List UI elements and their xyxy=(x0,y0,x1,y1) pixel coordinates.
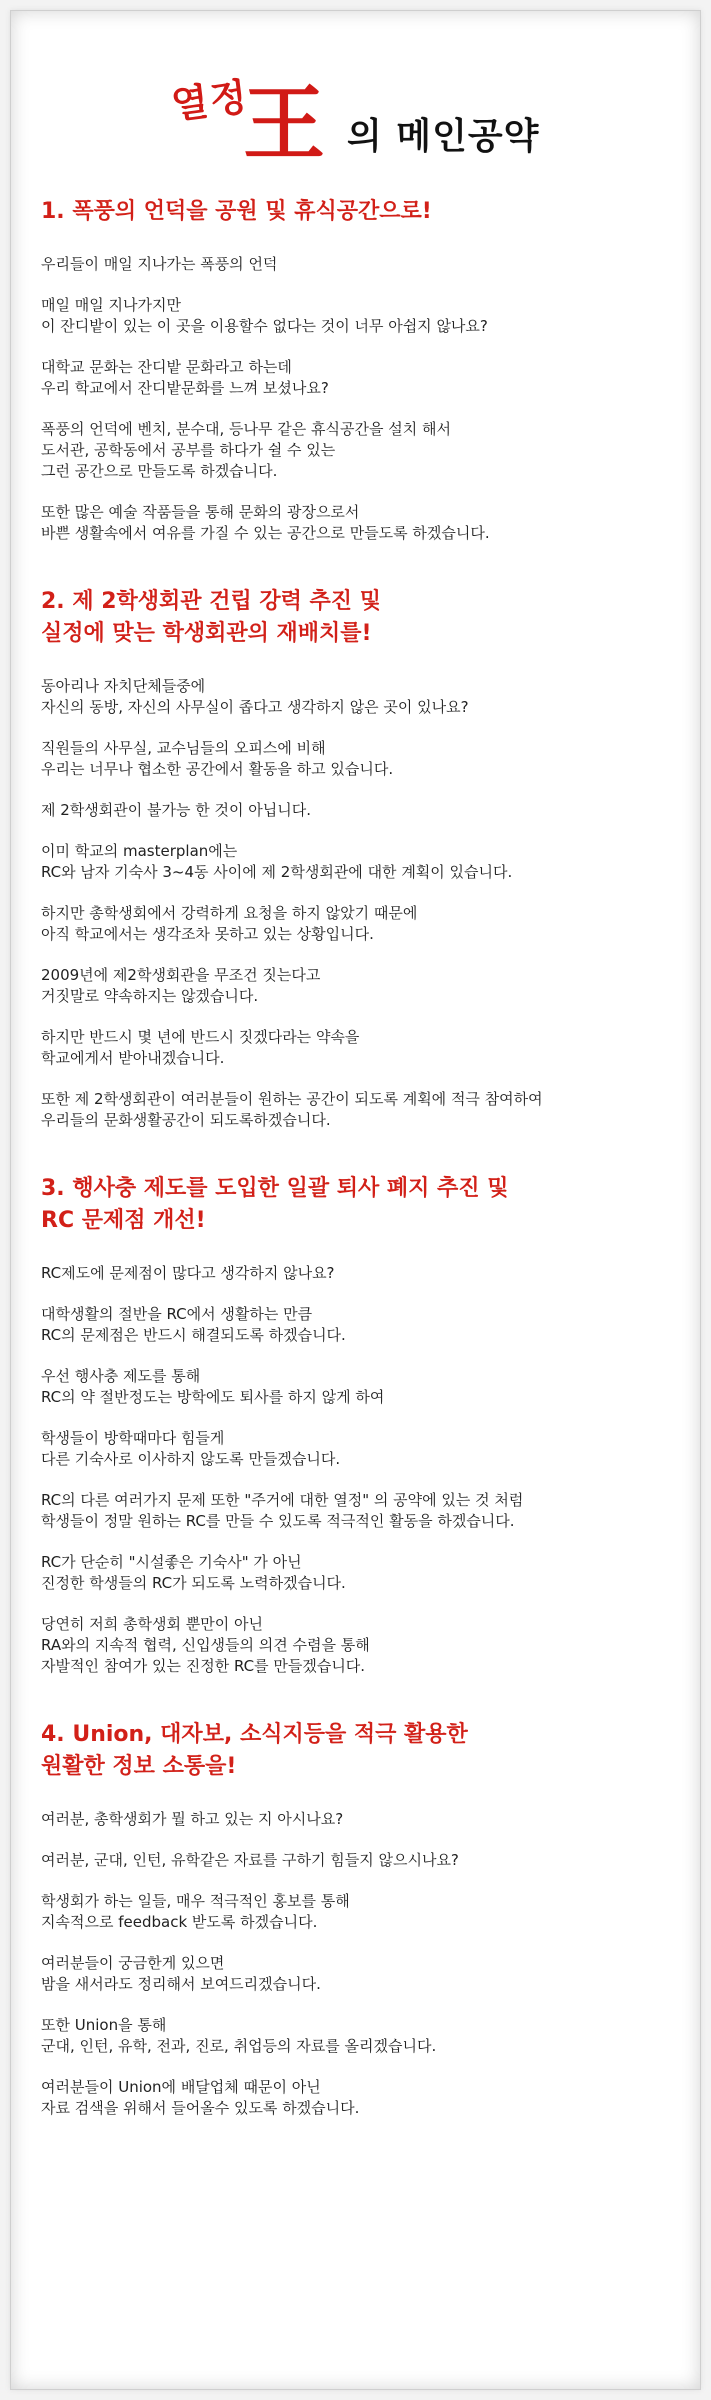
section-3-para-6: RC가 단순히 "시설좋은 기숙사" 가 아닌 진정한 학생들의 RC가 되도록 노력하겠습니다. xyxy=(41,1553,346,1592)
section-4-para-5: 또한 Union을 통해 군대, 인턴, 유학, 전과, 진로, 취업등의 자료를 올리겠습니다. xyxy=(41,2016,437,2055)
section-1-para-5: 또한 많은 예술 작품들을 통해 문화의 광장으로서 바쁜 생활속에서 여유를 가질 수 있는 공간으로 만들도록 하겠습니다. xyxy=(41,503,490,542)
section-2-para-1: 동아리나 자치단체들중에 자신의 동방, 자신의 사무실이 좁다고 생각하지 않은 곳이 있나요? xyxy=(41,677,469,716)
logo-mark: 王 xyxy=(243,77,326,172)
section-3-para-2: 대학생활의 절반을 RC에서 생활하는 만큼 RC의 문제점은 반드시 해결되도록 하겠습니다. xyxy=(41,1305,346,1344)
page-title: 의 메인공약 xyxy=(347,116,540,157)
section-4 xyxy=(41,1719,681,2119)
section-4-para-6: 여러분들이 Union에 배달업체 때문이 아닌 자료 검색을 위해서 들어올수 있도록 하겠습니다. xyxy=(41,2078,360,2117)
section-2-para-6: 2009년에 제2학생회관을 무조건 짓는다고 거짓말로 약속하지는 않겠습니다. xyxy=(41,966,321,1005)
section-1-heading: 1. 폭풍의 언덕을 공원 및 휴식공간으로! xyxy=(41,199,432,224)
section-4-para-3: 학생회가 하는 일들, 매우 적극적인 홍보를 통해 지속적으로 feedback 받도록 하겠습니다. xyxy=(41,1892,350,1931)
section-3-para-3: 우선 행사충 제도를 통해 RC의 약 절반정도는 방학에도 퇴사를 하지 않게 하여 xyxy=(41,1367,385,1406)
section-2-para-3: 제 2학생회관이 불가능 한 것이 아닙니다. xyxy=(41,801,311,819)
section-1 xyxy=(41,196,681,544)
section-3-para-5: RC의 다른 여러가지 문제 또한 "주거에 대한 열정" 의 공약에 있는 것 처럼 학생들이 정말 원하는 RC를 만들 수 있도록 적극적인 활동을 하겠습니다. xyxy=(41,1491,524,1530)
section-2-para-7: 하지만 반드시 몇 년에 반드시 짓겠다라는 약속을 학교에게서 받아내겠습니다. xyxy=(41,1028,360,1067)
section-3-heading: 3. 행사충 제도를 도입한 일괄 퇴사 폐지 추진 및 RC 문제점 개선! xyxy=(41,1176,509,1233)
section-1-para-3: 대학교 문화는 잔디밭 문화라고 하는데 우리 학교에서 잔디밭문화를 느껴 보셨나요? xyxy=(41,358,329,397)
logo-text-top: 열정 xyxy=(169,74,252,128)
content xyxy=(41,196,681,2161)
section-1-para-4: 폭풍의 언덕에 벤치, 분수대, 등나무 같은 휴식공간을 설치 해서 도서관, 공학동에서 공부를 하다가 쉴 수 있는 그런 공간으로 만들도록 하겠습니다. xyxy=(41,420,451,480)
section-2-para-5: 하지만 총학생회에서 강력하게 요청을 하지 않았기 때문에 아직 학교에서는 생각조차 못하고 있는 상황입니다. xyxy=(41,904,418,943)
section-4-para-1: 여러분, 총학생회가 뭘 하고 있는 지 아시나요? xyxy=(41,1810,344,1828)
section-2-para-4: 이미 학교의 masterplan에는 RC와 남자 기숙사 3~4동 사이에 제 2학생회관에 대한 계획이 있습니다. xyxy=(41,842,513,881)
document-paper xyxy=(10,10,701,2390)
header xyxy=(161,66,581,176)
section-2-para-2: 직원들의 사무실, 교수님들의 오피스에 비해 우리는 너무나 협소한 공간에서 활동을 하고 있습니다. xyxy=(41,739,394,778)
section-2-heading: 2. 제 2학생회관 건립 강력 추진 및 실정에 맞는 학생회관의 재배치를! xyxy=(41,589,381,646)
section-4-para-4: 여러분들이 궁금한게 있으면 밤을 새서라도 정리해서 보여드리겠습니다. xyxy=(41,1954,321,1993)
section-2 xyxy=(41,586,681,1131)
section-1-para-1: 우리들이 매일 지나가는 폭풍의 언덕 xyxy=(41,255,278,273)
section-3-para-4: 학생들이 방학때마다 힘들게 다른 기숙사로 이사하지 않도록 만들겠습니다. xyxy=(41,1429,341,1468)
section-2-para-8: 또한 제 2학생회관이 여러분들이 원하는 공간이 되도록 계획에 적극 참여하여 우리들의 문화생활공간이 되도록하겠습니다. xyxy=(41,1090,543,1129)
section-3 xyxy=(41,1173,681,1677)
section-4-heading: 4. Union, 대자보, 소식지등을 적극 활용한 원활한 정보 소통을! xyxy=(41,1722,468,1779)
section-3-para-7: 당연히 저희 총학생회 뿐만이 아닌 RA와의 지속적 협력, 신입생들의 의견 수렴을 통해 자발적인 참여가 있는 진정한 RC를 만들겠습니다. xyxy=(41,1615,370,1675)
section-1-para-2: 매일 매일 지나가지만 이 잔디밭이 있는 이 곳을 이용할수 없다는 것이 너무 아쉽지 않나요? xyxy=(41,296,488,335)
section-3-para-1: RC제도에 문제점이 많다고 생각하지 않나요? xyxy=(41,1264,335,1282)
section-4-para-2: 여러분, 군대, 인턴, 유학같은 자료를 구하기 힘들지 않으시나요? xyxy=(41,1851,459,1869)
